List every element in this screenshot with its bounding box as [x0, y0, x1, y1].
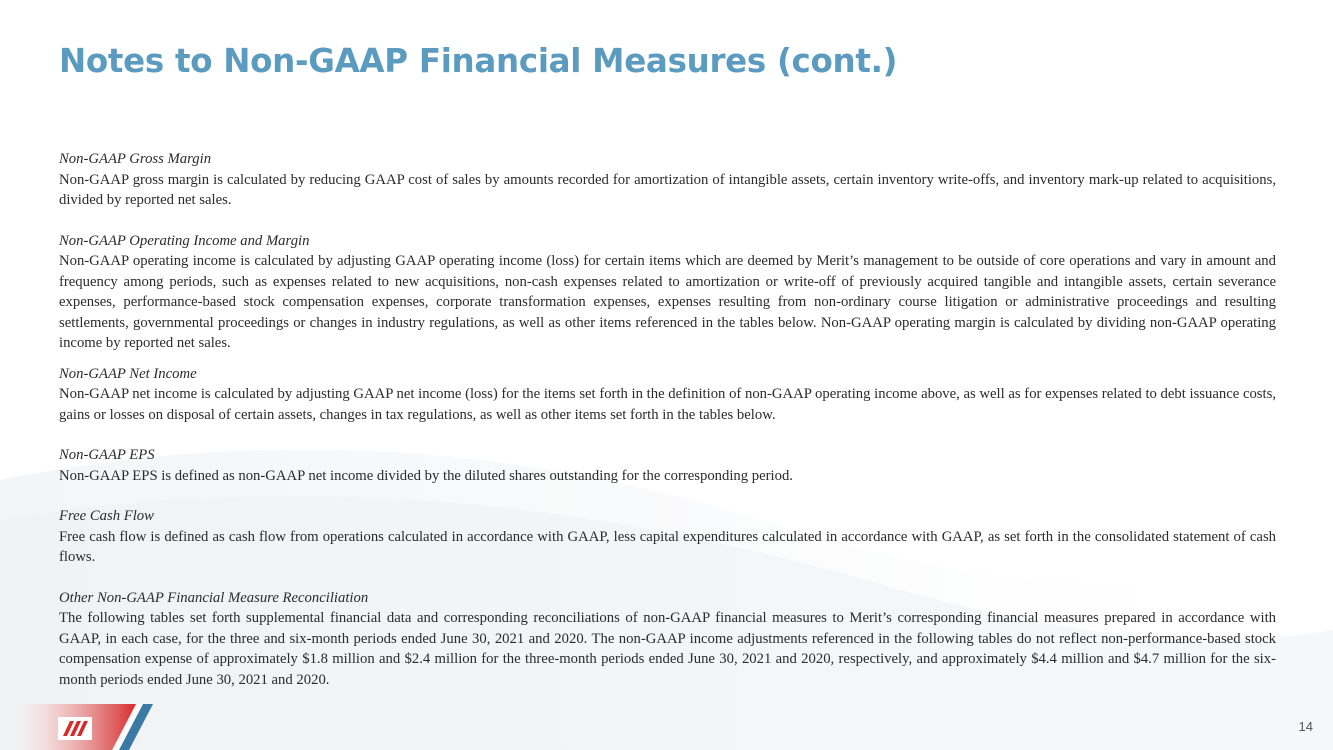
section-heading: Free Cash Flow [59, 508, 154, 524]
notes-content [59, 149, 1276, 690]
section-reconciliation [59, 588, 1276, 691]
section-body: Non-GAAP net income is calculated by adjusting GAAP net income (loss) for the items set forth in the definition of non-GAAP operating income above, as well as for expenses related to debt issuance costs, gains or losses on disposal of certain assets, changes in tax regulations, as well as other items set forth in the tables below. [59, 386, 1276, 423]
section-eps [59, 445, 1276, 486]
merit-logo-icon [58, 717, 92, 740]
page-number: 14 [1298, 719, 1313, 734]
section-net-income [59, 364, 1276, 426]
section-body: Non-GAAP operating income is calculated by adjusting GAAP operating income (loss) for certain items which are deemed by Merit’s management to be outside of core operations and vary in amount and frequency among periods, such as expenses related to new acquisitions, non-cash expenses related to amortization or write-off of previously acquired tangible and intangible assets, certain severance expenses, performance-based stock compensation expenses, corporate transformation expenses, expenses resulting from non-ordinary course litigation or administrative proceedings and resulting settlements, governmental proceedings or changes in industry regulations, as well as other items referenced in the tables below. Non-GAAP operating margin is calculated by dividing non-GAAP operating income by reported net sales. [59, 253, 1276, 351]
section-heading: Other Non-GAAP Financial Measure Reconciliation [59, 589, 369, 606]
section-body: Free cash flow is defined as cash flow from operations calculated in accordance with GAAP, less capital expenditures calculated in accordance with GAAP, as set forth in the consolidated statement of cash flows. [59, 528, 1276, 565]
section-heading: Non-GAAP EPS [59, 447, 155, 463]
section-body: Non-GAAP gross margin is calculated by reducing GAAP cost of sales by amounts recorded for amortization of intangible assets, certain inventory write-offs, and inventory mark-up related to acquisitions, divided by reported net sales. [59, 171, 1276, 208]
section-gross-margin [59, 149, 1276, 211]
section-heading: Non-GAAP Operating Income and Margin [59, 232, 310, 249]
section-free-cash-flow [59, 506, 1276, 568]
section-heading: Non-GAAP Gross Margin [59, 151, 212, 167]
section-heading: Non-GAAP Net Income [59, 365, 197, 382]
footer-logo-bar [0, 704, 170, 750]
page-title: Notes to Non-GAAP Financial Measures (cont.) [59, 42, 898, 80]
section-operating-income [59, 231, 1276, 354]
section-body: Non-GAAP EPS is defined as non-GAAP net income divided by the diluted shares outstanding for the corresponding period. [59, 467, 793, 484]
section-body: The following tables set forth supplemental financial data and corresponding reconciliations of non-GAAP financial measures to Merit’s corresponding financial measures prepared in accordance with GAAP, in each case, for the three and six-month periods ended June 30, 2021 and 2020. The non-GAAP income adjustments referenced in the following tables do not reflect non-performance-based stock compensation expense of approximately $1.8 million and $2.4 million for the three-month periods ended June 30, 2021 and 2020, respectively, and approximately $4.4 million and $4.7 million for the six-month periods ended June 30, 2021 and 2020. [59, 610, 1276, 688]
